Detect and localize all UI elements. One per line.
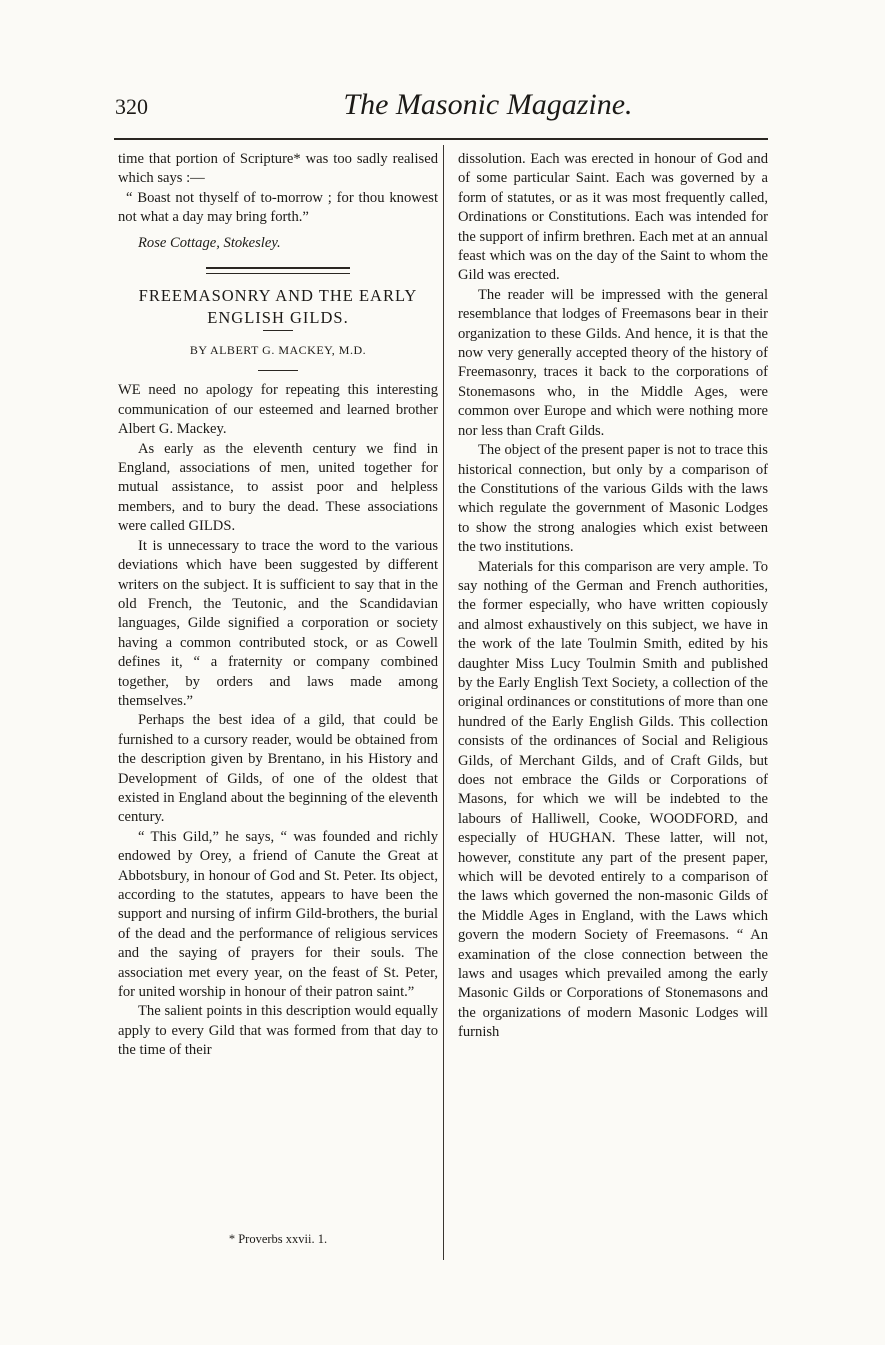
body-paragraph: It is unnecessary to trace the word to the various deviations which have been suggested by different writers on the subject. It is sufficient to say that in the old French, the Teutonic, and the Scandidavian languages, Gilde signified a corporation or society having a common contributed stock, or as Cowell defines it, “ a fraternity or company combined together, by orders and laws made among themselves.”	[118, 537, 438, 709]
article-title-line-2: ENGLISH GILDS.	[207, 308, 349, 328]
body-paragraph: Materials for this comparison are very ample. To say nothing of the German and French authorities, the former especially, who have written copiously and almost exhaustively on this subject, we have in the work of the late Toulmin Smith, edited by his daughter Miss Lucy Toulmin Smith and published by the Early English Text Society, a collection of the original ordinances or constitutions of more than one hundred of the Early English Gilds. This collection consists of the ordinances of Social and Religious Gilds, of Merchant Gilds, and of Craft Gilds, but does not embrace the Gilds or Corporations of Masons, for which we will be indebted to the labours of Halliwell, Cooke, WOODFORD, and especially of HUGHAN. These latter, will not, however, constitute any part of the present paper, which will be devoted entirely to a comparison of the laws which governed the non-masonic Gilds of the Middle Ages in England, with the Laws which govern the modern Society of Freemasons. “ An examination of the close connection between the laws and usages which prevailed among the early Masonic Gilds or Corporations of Stonemasons and the organizations of modern Masonic Lodges will furnish	[458, 558, 768, 1041]
body-paragraph: The salient points in this description would equally apply to every Gild that was formed from that day to the time of their	[118, 1003, 438, 1059]
author-byline: BY ALBERT G. MACKEY, M.D.	[189, 343, 367, 358]
continued-paragraph: time that portion of Scripture* was too sadly realised which says :—	[118, 151, 438, 187]
page-header	[113, 88, 770, 128]
column-divider	[443, 145, 444, 1260]
body-paragraph: “ This Gild,” he says, “ was founded and richly endowed by Orey, a friend of Canute the Great at Abbotsbury, in honour of God and St. Peter. Its object, according to the statutes, appears to have been the support and nursing of infirm Gild-brothers, the burial of the dead and the performance of religious services and the saying of prayers for their souls. The association met every year, on the feast of St. Peter, for united worship in honour of their patron saint.”	[118, 828, 438, 1001]
scripture-quote: “ Boast not thyself of to-morrow ; for thou knowest not what a day may bring forth.”	[118, 189, 438, 226]
section-divider	[206, 267, 350, 274]
left-column	[118, 150, 438, 1061]
body-paragraph: Perhaps the best idea of a gild, that could be furnished to a cursory reader, would be obtained from the description given by Brentano, in his History and Development of Gilds, of one of the oldest that existed in England about the beginning of the eleventh century.	[118, 712, 438, 826]
body-paragraph: WE need no apology for repeating this interesting communication of our esteemed and learned brother Albert G. Mackey.	[118, 382, 438, 438]
body-paragraph: As early as the eleventh century we find in England, associations of men, united together for mutual assistance, to assist poor and helpless members, and to bury the dead. These associations were called GILDS.	[118, 440, 438, 535]
page-number: 320	[115, 94, 148, 119]
running-title: The Masonic Magazine.	[343, 88, 633, 121]
title-rule	[263, 330, 293, 331]
body-paragraph: dissolution. Each was erected in honour of God and of some particular Saint. Each was governed by a form of statutes, or as it was most frequently called, Ordinations or Constitutions. Each was intended for the support of infirm brethren. Each met at an annual feast which was on the day of the Saint to whom the Gild was erected.	[458, 151, 768, 284]
article-title-line-1: FREEMASONRY AND THE EARLY	[138, 286, 418, 306]
signature-line: Rose Cottage, Stokesley.	[138, 234, 281, 251]
body-paragraph: The object of the present paper is not to trace this historical connection, but only by a comparison of the Constitutions of the various Gilds with the laws which regulate the government of Masonic Lodges to show the strong analogies which exist between the two institutions.	[458, 442, 768, 556]
right-column	[458, 150, 768, 1043]
byline-rule	[258, 370, 298, 371]
footnote: * Proverbs xxvii. 1.	[228, 1232, 328, 1246]
header-rule	[114, 138, 768, 140]
body-paragraph: The reader will be impressed with the general resemblance that lodges of Freemasons bear in their organization to these Gilds. And hence, it is that the now very generally accepted theory of the history of Freemasonry, traces it back to the corporations of Stonemasons who, in the Middle Ages, were common over Europe and which were nothing more nor less than Craft Gilds.	[458, 286, 768, 439]
